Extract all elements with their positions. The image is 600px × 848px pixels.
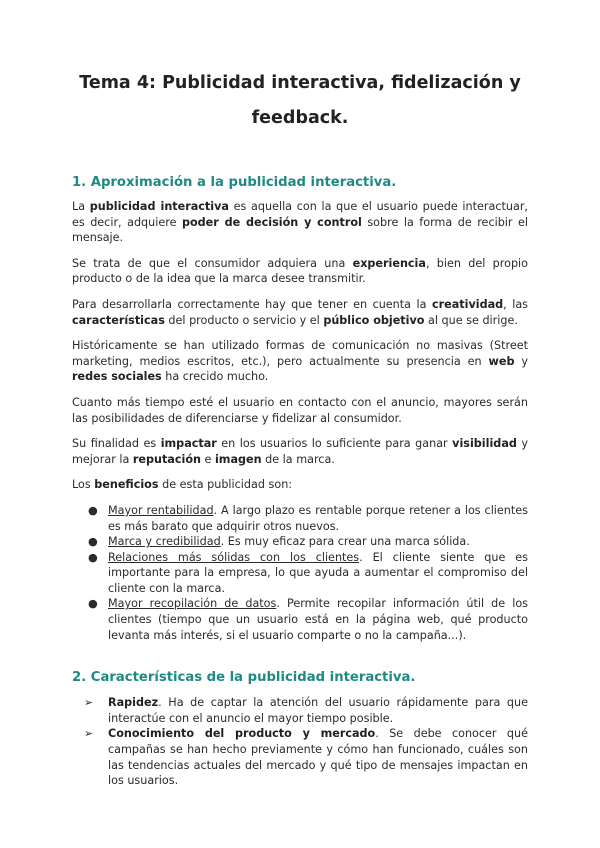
text-run: . Ha de captar la atención del usuario rápidamente para que interactúe con el anuncio el mayor tiempo posible.	[108, 696, 528, 725]
text-run: Históricamente se han utilizado formas de comunicación no masivas (Street marketing, medios escritos, etc.), pero actualmente su presencia en	[72, 339, 528, 368]
text-run: de esta publicidad son:	[158, 478, 293, 492]
section-1-heading: 1. Aproximación a la publicidad interactiva.	[72, 175, 397, 190]
benefits-list	[72, 503, 528, 643]
bold-term: imagen	[214, 452, 262, 466]
text-run: e	[200, 452, 215, 466]
text-run: . El cliente siente que es importante para la empresa, lo que ayuda a aumentar el compromiso del cliente con la marca.	[108, 550, 528, 595]
list-item	[88, 534, 528, 550]
arrow-bullet-icon: ➢	[84, 696, 94, 710]
text-run: Su finalidad es	[72, 437, 161, 451]
list-item	[88, 596, 528, 643]
bold-term: poder de decisión y control	[181, 215, 362, 229]
bold-term: público objetivo	[323, 313, 425, 327]
text-run: . Permite recopilar información útil de los clientes (tiempo que un usuario está en la página web, qué producto levanta más interés, si el usuario comparte o no la campaña...).	[108, 597, 528, 642]
text-run: ha crecido mucho.	[161, 370, 269, 384]
list-item	[84, 726, 528, 788]
paragraph-development	[72, 297, 528, 328]
bullet-icon: ●	[88, 535, 98, 549]
underlined-term: Mayor rentabilidad	[108, 503, 214, 517]
bold-term: web	[488, 354, 515, 368]
bullet-icon: ●	[88, 503, 98, 517]
paragraph-benefits-intro	[72, 477, 528, 493]
list-item	[84, 695, 528, 726]
underlined-term: Mayor recopilación de datos	[108, 597, 277, 611]
arrow-bullet-icon: ➢	[84, 727, 94, 741]
paragraph-experience	[72, 256, 528, 287]
text-run: , bien del propio producto o de la idea que la marca desee transmitir.	[72, 256, 529, 286]
underlined-term: Marca y credibilidad	[108, 535, 221, 549]
bold-term: Rapidez	[108, 696, 159, 710]
bold-term: creatividad	[431, 297, 504, 311]
text-run: . Es muy eficaz para crear una marca sólida.	[220, 535, 470, 549]
text-run: de la marca.	[261, 452, 335, 466]
paragraph-definition	[72, 199, 528, 246]
text-run: , las	[503, 297, 529, 311]
text-run: es aquella con la que el usuario puede interactuar, es decir, adquiere	[72, 200, 528, 229]
text-run: . Se debe conocer qué campañas se han hecho previamente y cómo han funcionado, cuáles son las tendencias actuales del mercado y qué tipo de mensajes impactan en los usuarios.	[108, 727, 528, 788]
underlined-term: Relaciones más sólidas con los clientes	[108, 550, 360, 564]
bold-term: experiencia	[352, 256, 426, 270]
bold-term: publicidad interactiva	[89, 200, 229, 213]
text-run: y	[514, 354, 528, 368]
paragraph-history	[72, 338, 528, 385]
text-run: . A largo plazo es rentable porque retener a los clientes es más barato que adquirir otros nuevos.	[108, 503, 528, 533]
text-run: del producto o servicio y el	[164, 313, 324, 327]
paragraph-contact-time: Cuanto más tiempo esté el usuario en contacto con el anuncio, mayores serán las posibilidades de diferenciarse y fidelizar al consumidor.	[72, 395, 528, 425]
text-run: La	[72, 200, 90, 213]
text-run: y mejorar la	[72, 437, 528, 466]
bold-term: impactar	[160, 437, 217, 451]
text-run: Los	[72, 478, 95, 492]
list-item	[88, 550, 528, 597]
bold-term: Conocimiento del producto y mercado	[108, 727, 376, 741]
bullet-icon: ●	[88, 550, 98, 564]
text-run: Se trata de que el consumidor adquiera una	[72, 256, 353, 270]
list-item	[88, 503, 528, 534]
text-run: al que se dirige.	[424, 313, 518, 327]
bullet-icon: ●	[88, 597, 98, 611]
bold-term: beneficios	[94, 478, 159, 492]
page-title: Tema 4: Publicidad interactiva, fidelización y feedback.	[79, 73, 521, 128]
text-run: en los usuarios lo suficiente para ganar	[216, 437, 453, 451]
section-2-heading: 2. Características de la publicidad interactiva.	[72, 670, 416, 686]
text-run: Para desarrollarla correctamente hay que tener en cuenta la	[72, 297, 432, 311]
bold-term: visibilidad	[452, 437, 517, 451]
paragraph-purpose	[72, 436, 528, 467]
text-run: sobre la forma de recibir el mensaje.	[72, 215, 528, 245]
bold-term: características	[72, 313, 165, 327]
bold-term: reputación	[132, 452, 201, 466]
characteristics-list	[72, 695, 528, 789]
bold-term: redes sociales	[72, 370, 162, 384]
